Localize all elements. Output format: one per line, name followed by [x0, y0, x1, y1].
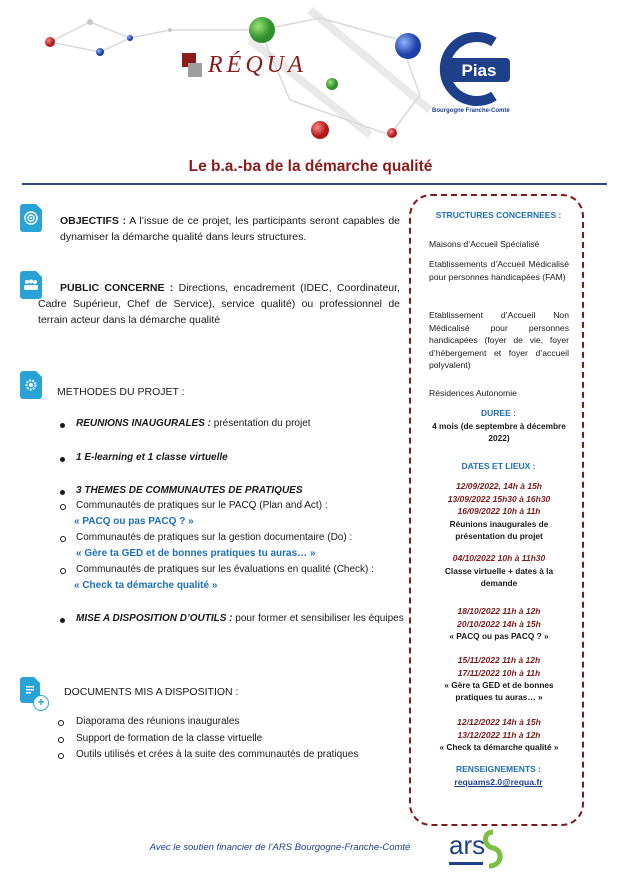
quote-pacq: « PACQ ou pas PACQ ? » — [74, 516, 194, 527]
date-block: 04/10/2022 10h à 11h30 Classe virtuelle + dates à la demande — [444, 553, 554, 588]
methodes-label: METHODES DU PROJET : — [57, 386, 185, 398]
duree-text: 4 mois (de septembre à décembre 2022) — [432, 421, 566, 443]
list-item: 3 THEMES DE COMMUNAUTES DE PRATIQUES — [60, 485, 303, 496]
requa-logo — [182, 52, 307, 79]
sub-list-item: Communautés de pratiques sur le PACQ (Plan and Act) : — [60, 500, 328, 511]
list-item: Diaporama des réunions inaugurales — [58, 716, 239, 727]
cpias-logo-mark — [436, 30, 516, 108]
plus-icon: + — [33, 695, 49, 711]
ars-logo-text: ars — [449, 830, 486, 860]
email-link[interactable]: requams2.0@requa.fr — [454, 777, 543, 787]
requa-logo-mark — [182, 53, 204, 79]
date-block: 18/10/2022 11h à 12h 20/10/2022 14h à 15h « PACQ ou pas PACQ ? » — [449, 606, 549, 641]
cpias-logo-subtitle: Bourgogne Franche-Comté — [432, 108, 510, 114]
ars-logo — [445, 826, 515, 874]
duree-title: DUREE : — [481, 408, 516, 418]
date-block: 12/12/2022 14h à 15h 13/12/2022 11h à 12h « Check ta démarche qualité » — [439, 717, 559, 752]
footer-text: Avec le soutien financier de l’ARS Bourgogne-Franche-Comté — [149, 842, 411, 853]
public-section — [38, 280, 400, 328]
dates-title: DATES ET LIEUX : — [461, 461, 536, 471]
list-item: 1 E-learning et 1 classe virtuelle — [60, 452, 228, 463]
documents-label: DOCUMENTS MIS A DISPOSITION : — [64, 686, 239, 698]
objectifs-section — [60, 213, 400, 245]
objectifs-text: A l’issue de ce projet, les participants seront capables de dynamiser la démarche qualité dans leurs structures. — [60, 215, 401, 243]
date-block: 15/11/2022 11h à 12h 17/11/2022 10h à 11h « Gère ta GED et de bonnes pratiques tu auras… » — [444, 655, 554, 702]
list-item: REUNIONS INAUGURALES : présentation du projet — [60, 418, 311, 429]
methodes-list — [60, 418, 405, 628]
date-block: 12/09/2022, 14h à 15h 13/09/2022 15h30 à 16h30 16/09/2022 10h à 11h Réunions inaugurales de présentation du projet — [447, 481, 551, 541]
public-text: Directions, encadrement (IDEC, Coordinateur, Cadre Supérieur, Chef de Service), service qualité) ou professionnel de terrain acteur dans la démarche qualité — [38, 282, 400, 326]
target-icon — [20, 204, 42, 232]
list-item: Support de formation de la classe virtuelle — [58, 733, 262, 744]
renseignements-title: RENSEIGNEMENTS : — [455, 764, 541, 774]
gear-icon — [20, 371, 42, 399]
structure-item: Maisons d’Accueil Spécialisé — [429, 239, 540, 249]
title-divider — [22, 183, 607, 185]
quote-ged: « Gère ta GED et de bonnes pratiques tu auras… » — [76, 548, 316, 559]
sub-list-item: Communautés de pratiques sur la gestion documentaire (Do) : — [60, 532, 352, 543]
structure-item: Etablissements d’Accueil Médicalisé pour personnes handicapées (FAM) — [429, 259, 569, 282]
quote-check: « Check ta démarche qualité » — [74, 580, 218, 591]
structure-item: Etablissement d’Accueil Non Médicalisé pour personnes handicapées (foyer de vie, foyer d’hébergement et foyer d’accueil polyvalent) — [429, 310, 569, 370]
structures-title: STRUCTURES CONCERNEES : — [435, 210, 562, 220]
email-row — [411, 777, 586, 787]
documents-list — [58, 716, 388, 766]
public-label: PUBLIC CONCERNE : — [60, 282, 174, 294]
list-item: MISE A DISPOSITION D’OUTILS : pour former et sensibiliser les équipes — [60, 613, 404, 624]
list-item: Outils utilisés et crées à la suite des communautés de pratiques — [58, 749, 358, 760]
structure-item: Résidences Autonomie — [429, 388, 517, 398]
info-sidebar — [409, 194, 584, 826]
cpias-logo — [432, 30, 516, 114]
sub-list-item: Communautés de pratiques sur les évaluations en qualité (Check) : — [60, 564, 374, 575]
page-title: Le b.a.-ba de la démarche qualité — [188, 158, 433, 175]
cpias-logo-text: Pias — [461, 61, 497, 80]
objectifs-label: OBJECTIFS : — [60, 215, 127, 227]
requa-logo-text: RÉQUA — [208, 52, 307, 78]
